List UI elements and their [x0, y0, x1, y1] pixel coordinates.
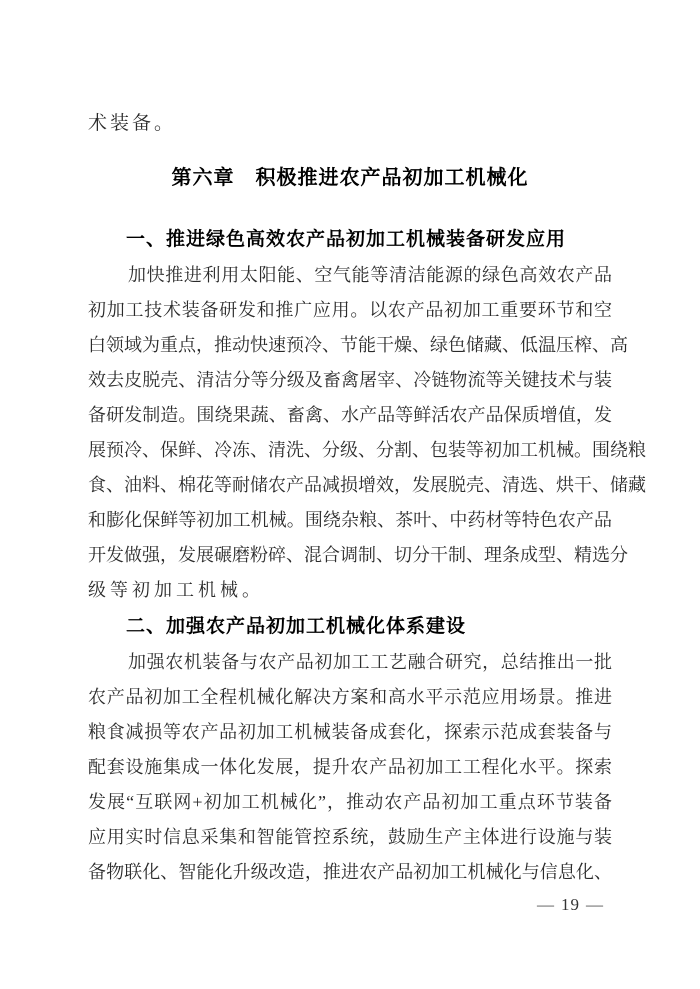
page-number — [531, 893, 610, 917]
section-heading-2: 二、加强农产品初加工机械化体系建设 — [126, 616, 467, 637]
text-line: 备物联化、智能化升级改造，推进农产品初加工机械化与信息化、 — [88, 862, 612, 882]
text-line: 初加工技术装备研发和推广应用。以农产品初加工重要环节和空 — [88, 300, 612, 320]
text-line: 展预冷、保鲜、冷冻、清洗、分级、分割、包装等初加工机械。围绕粮 — [88, 440, 646, 460]
text-line: 级等初加工机械。 — [88, 580, 264, 600]
text-line: 备研发制造。围绕果蔬、畜禽、水产品等鲜活农产品保质增值，发 — [88, 405, 612, 425]
continuation-text: 术装备。 — [88, 113, 177, 134]
text-line: 加强农机装备与农产品初加工工艺融合研究，总结推出一批 — [128, 652, 612, 672]
page-content — [88, 0, 646, 890]
text-line: 发展“互联网+初加工机械化”，推动农产品初加工重点环节装备 — [88, 792, 612, 812]
text-line: 白领域为重点，推动快速预冷、节能干燥、绿色储藏、低温压榨、高 — [88, 335, 628, 355]
text-line: 农产品初加工全程机械化解决方案和高水平示范应用场景。推进 — [88, 687, 612, 707]
text-line: 加快推进利用太阳能、空气能等清洁能源的绿色高效农产品 — [128, 265, 612, 285]
text-line: 开发做强，发展碾磨粉碎、混合调制、切分干制、理条成型、精选分 — [88, 545, 628, 565]
chapter-title: 第六章 积极推进农产品初加工机械化 — [171, 167, 529, 189]
paragraph-2 — [88, 645, 612, 890]
text-line: 应用实时信息采集和智能管控系统，鼓励生产主体进行设施与装 — [88, 827, 612, 847]
page-number-dash-right: — — [586, 895, 604, 914]
text-line: 效去皮脱壳、清洁分等分级及畜禽屠宰、冷链物流等关键技术与装 — [88, 370, 612, 390]
section-heading-1: 一、推进绿色高效农产品初加工机械装备研发应用 — [126, 229, 567, 250]
page-number-dash-left: — — [537, 895, 555, 914]
text-line: 和膨化保鲜等初加工机械。围绕杂粮、茶叶、中药材等特色农产品 — [88, 510, 612, 530]
text-line: 粮食减损等农产品初加工机械装备成套化，探索示范成套装备与 — [88, 722, 612, 742]
text-line: 配套设施集成一体化发展，提升农产品初加工工程化水平。探索 — [88, 757, 612, 777]
page-number-value: 19 — [561, 895, 580, 914]
text-line: 食、油料、棉花等耐储农产品减损增效，发展脱壳、清选、烘干、储藏 — [88, 475, 646, 495]
paragraph-1 — [88, 258, 646, 608]
